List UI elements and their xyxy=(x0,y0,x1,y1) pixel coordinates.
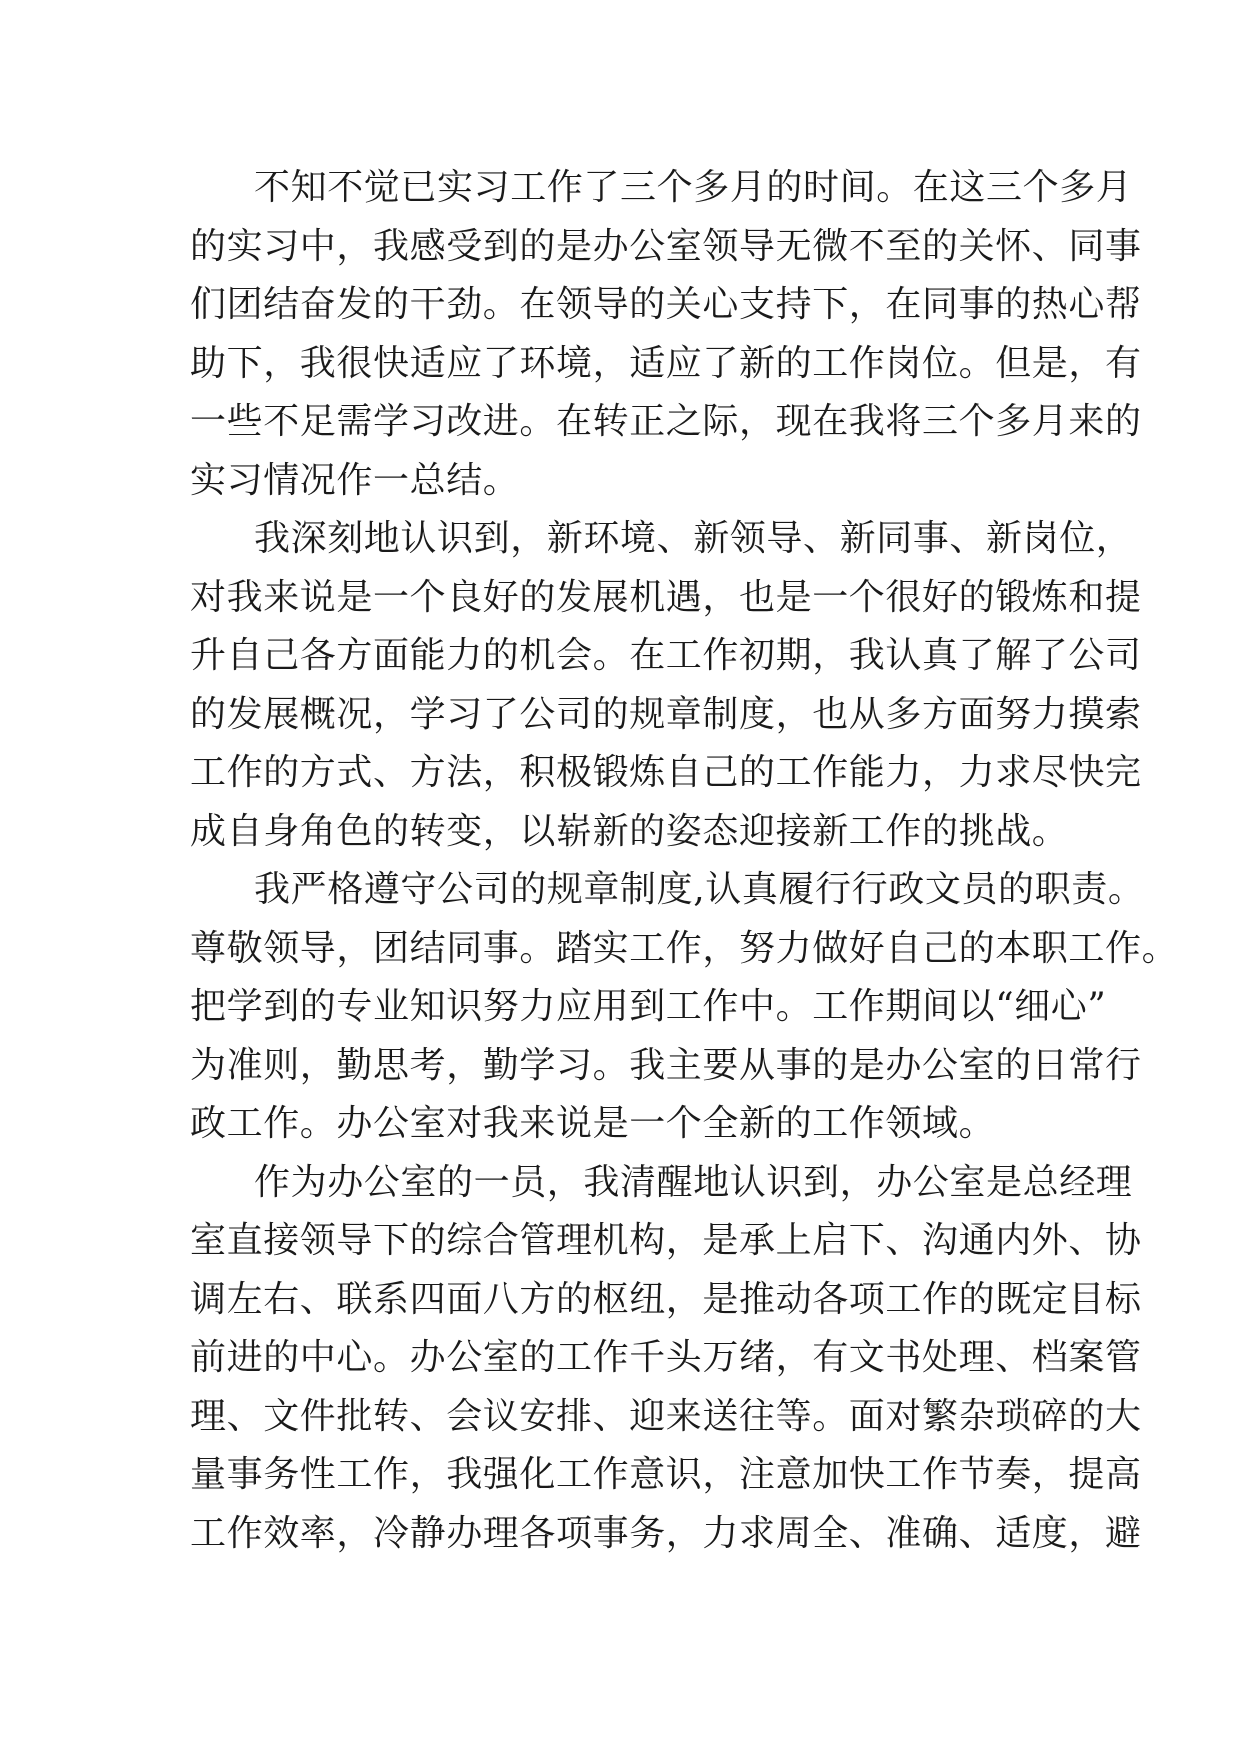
paragraph-1 xyxy=(190,159,1142,510)
paragraph-3 xyxy=(190,861,1179,1154)
text-line: 把学到的专业知识努力应用到工作中。工作期间以“细心” xyxy=(190,986,1107,1027)
text-line: 政工作。办公室对我来说是一个全新的工作领域。 xyxy=(190,1103,996,1144)
text-line: 助下，我很快适应了环境，适应了新的工作岗位。但是，有 xyxy=(190,342,1142,384)
text-line: 为准则，勤思考，勤学习。我主要从事的是办公室的日常行 xyxy=(190,1044,1142,1086)
document-body xyxy=(190,159,1179,1563)
text-line: 室直接领导下的综合管理机构，是承上启下、沟通内外、协 xyxy=(190,1220,1142,1261)
text-line: 尊敬领导，团结同事。踏实工作，努力做好自己的本职工作。 xyxy=(190,927,1179,969)
text-line: 成自身角色的转变，以崭新的姿态迎接新工作的挑战。 xyxy=(190,810,1069,852)
text-line: 实习情况作一总结。 xyxy=(190,459,520,501)
text-line: 我深刻地认识到，新环境、新领导、新同事、新岗位， xyxy=(254,518,1133,559)
text-line: 调左右、联系四面八方的枢纽，是推动各项工作的既定目标 xyxy=(190,1278,1142,1320)
text-line: 一些不足需学习改进。在转正之际，现在我将三个多月来的 xyxy=(190,401,1142,442)
text-line: 工作的方式、方法，积极锻炼自己的工作能力，力求尽快完 xyxy=(190,752,1142,793)
text-line: 的实习中，我感受到的是办公室领导无微不至的关怀、同事 xyxy=(190,225,1142,267)
text-line: 们团结奋发的干劲。在领导的关心支持下，在同事的热心帮 xyxy=(190,284,1142,325)
text-line: 量事务性工作，我强化工作意识，注意加快工作节奏，提高 xyxy=(190,1454,1142,1495)
text-line: 工作效率，冷静办理各项事务，力求周全、准确、适度，避 xyxy=(190,1512,1142,1554)
text-line: 理、文件批转、会议安排、迎来送往等。面对繁杂琐碎的大 xyxy=(190,1395,1142,1437)
text-line: 升自己各方面能力的机会。在工作初期，我认真了解了公司 xyxy=(190,635,1142,676)
text-line: 我严格遵守公司的规章制度,认真履行行政文员的职责。 xyxy=(254,869,1145,910)
paragraph-4 xyxy=(190,1154,1142,1564)
paragraph-2 xyxy=(190,510,1142,861)
text-line: 的发展概况，学习了公司的规章制度，也从多方面努力摸索 xyxy=(190,693,1142,735)
text-line: 对我来说是一个良好的发展机遇，也是一个很好的锻炼和提 xyxy=(190,576,1142,618)
text-line: 前进的中心。办公室的工作千头万绪，有文书处理、档案管 xyxy=(190,1337,1142,1378)
text-line: 不知不觉已实习工作了三个多月的时间。在这三个多月 xyxy=(254,167,1133,208)
text-line: 作为办公室的一员，我清醒地认识到，办公室是总经理 xyxy=(254,1161,1133,1203)
